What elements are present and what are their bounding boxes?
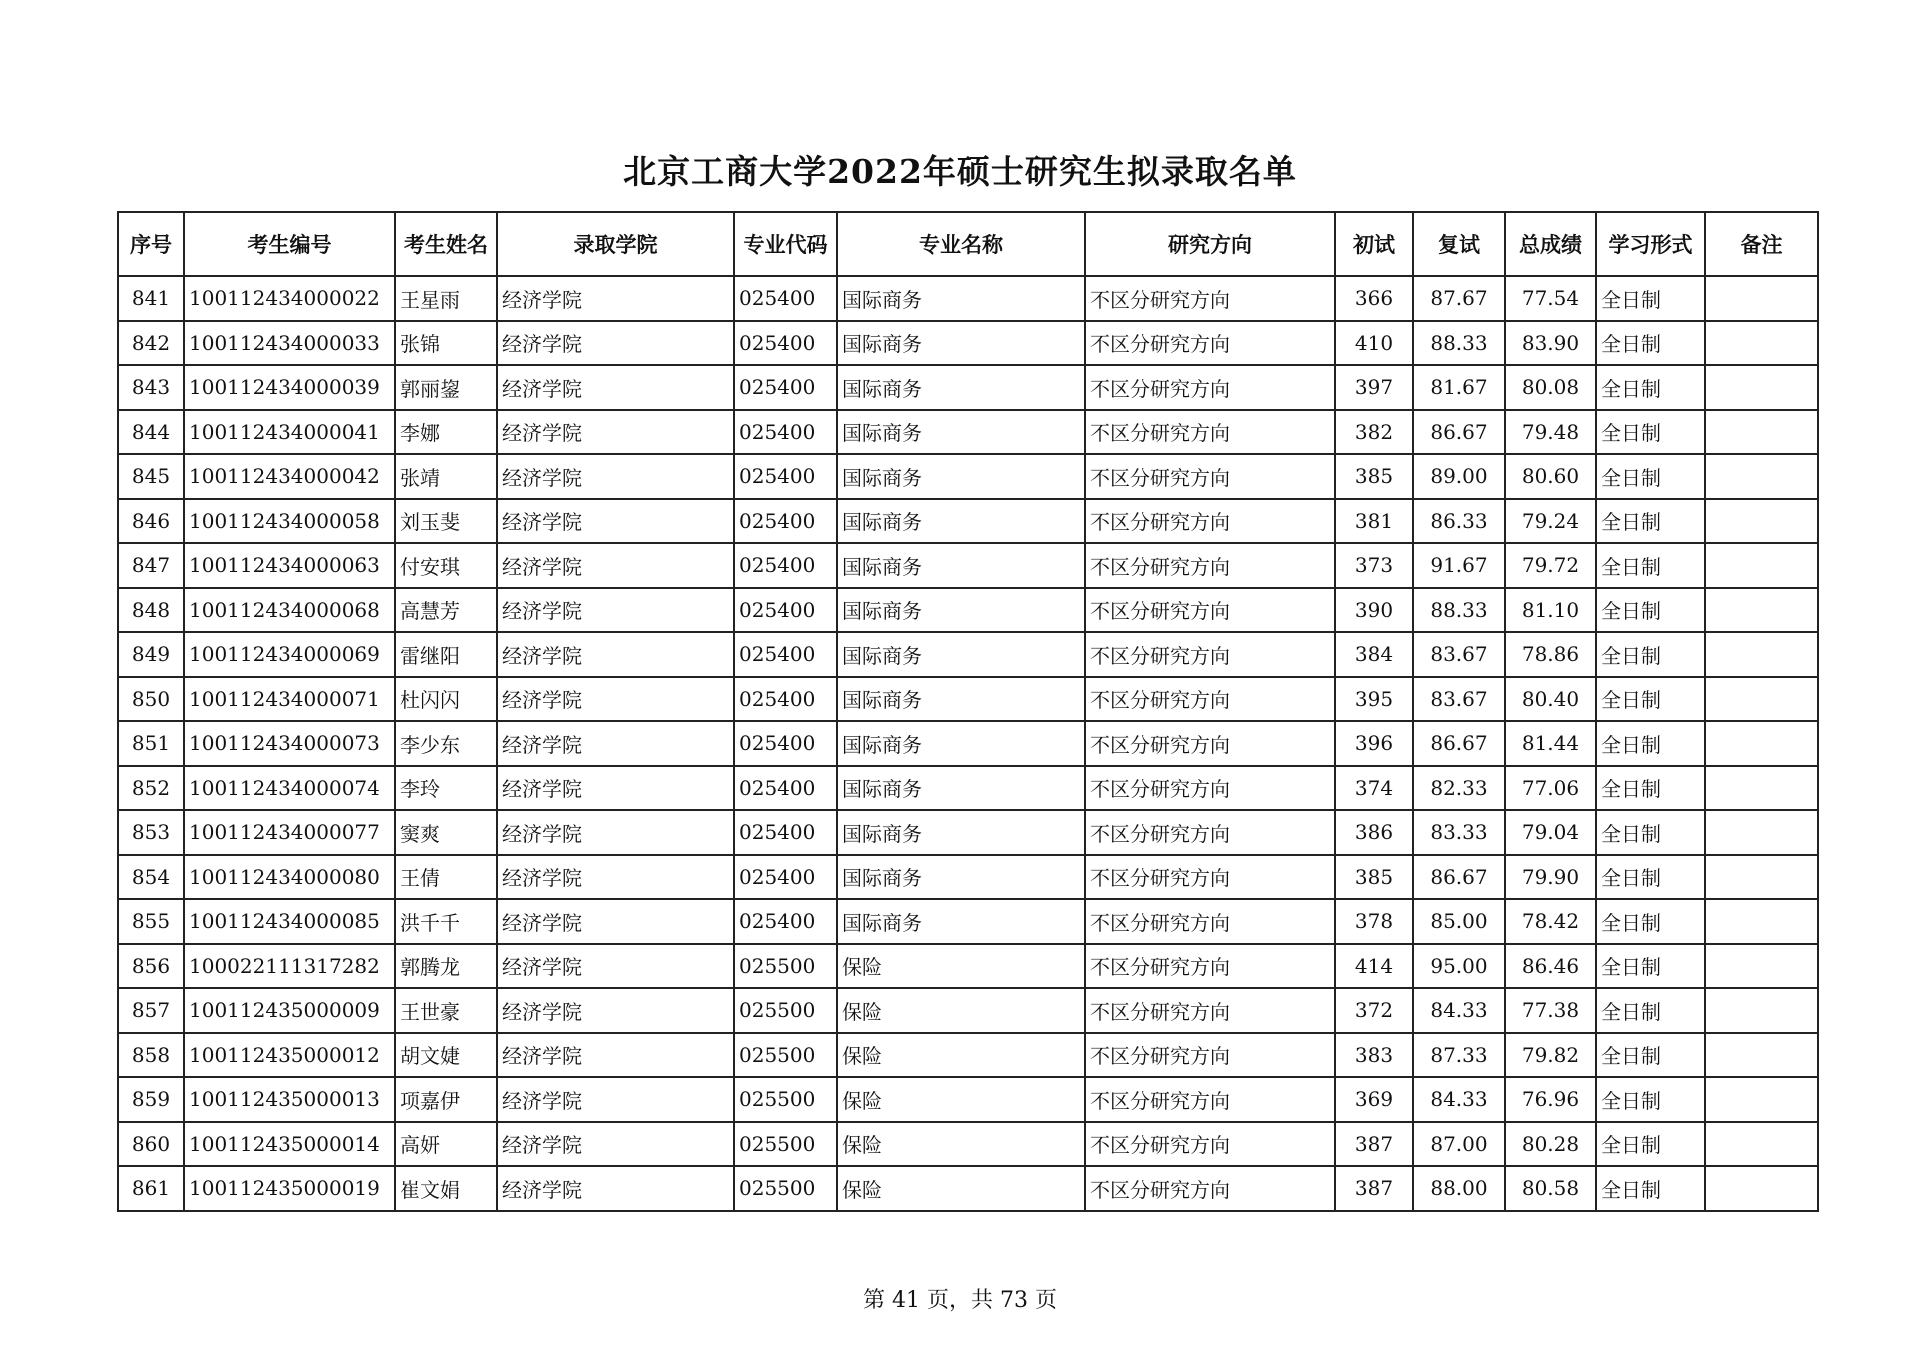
cell-direction: 不区分研究方向 (1085, 632, 1335, 677)
page-title: 北京工商大学2022年硕士研究生拟录取名单 (623, 152, 1297, 191)
cell-retest-score: 89.00 (1413, 454, 1505, 499)
cell-initial-score: 390 (1335, 588, 1413, 633)
cell-study-mode: 全日制 (1596, 899, 1705, 944)
cell-study-mode: 全日制 (1596, 588, 1705, 633)
cell-college: 经济学院 (497, 721, 734, 766)
col-header-name: 考生姓名 (395, 212, 497, 276)
col-header-initial-score: 初试 (1335, 212, 1413, 276)
cell-retest-score: 85.00 (1413, 899, 1505, 944)
cell-total-score: 77.06 (1505, 766, 1596, 811)
cell-direction: 不区分研究方向 (1085, 365, 1335, 410)
cell-study-mode: 全日制 (1596, 499, 1705, 544)
cell-study-mode: 全日制 (1596, 721, 1705, 766)
cell-major-name: 国际商务 (837, 721, 1085, 766)
cell-remarks (1705, 276, 1818, 321)
cell-remarks (1705, 499, 1818, 544)
cell-exam-id: 100112434000069 (184, 632, 395, 677)
cell-retest-score: 86.33 (1413, 499, 1505, 544)
cell-remarks (1705, 454, 1818, 499)
page-footer: 第 41 页，共 73 页 (863, 1288, 1057, 1313)
cell-study-mode: 全日制 (1596, 276, 1705, 321)
cell-study-mode: 全日制 (1596, 1166, 1705, 1211)
table-row (118, 899, 1818, 944)
cell-direction: 不区分研究方向 (1085, 321, 1335, 366)
cell-remarks (1705, 365, 1818, 410)
cell-major-code: 025500 (734, 1077, 837, 1122)
cell-total-score: 79.82 (1505, 1033, 1596, 1078)
table-row (118, 677, 1818, 722)
cell-major-name: 国际商务 (837, 365, 1085, 410)
cell-study-mode: 全日制 (1596, 321, 1705, 366)
cell-direction: 不区分研究方向 (1085, 944, 1335, 989)
cell-index: 855 (118, 899, 184, 944)
cell-college: 经济学院 (497, 855, 734, 900)
cell-direction: 不区分研究方向 (1085, 454, 1335, 499)
cell-name: 郭丽鋆 (395, 365, 497, 410)
cell-name: 王世豪 (395, 988, 497, 1033)
cell-name: 李少东 (395, 721, 497, 766)
cell-college: 经济学院 (497, 1077, 734, 1122)
cell-direction: 不区分研究方向 (1085, 677, 1335, 722)
cell-remarks (1705, 588, 1818, 633)
cell-index: 845 (118, 454, 184, 499)
cell-name: 高妍 (395, 1122, 497, 1167)
cell-index: 847 (118, 543, 184, 588)
cell-initial-score: 381 (1335, 499, 1413, 544)
cell-college: 经济学院 (497, 499, 734, 544)
cell-name: 张靖 (395, 454, 497, 499)
cell-college: 经济学院 (497, 677, 734, 722)
cell-major-code: 025500 (734, 988, 837, 1033)
cell-major-name: 保险 (837, 1122, 1085, 1167)
cell-study-mode: 全日制 (1596, 677, 1705, 722)
cell-direction: 不区分研究方向 (1085, 1077, 1335, 1122)
table-row (118, 988, 1818, 1033)
cell-major-code: 025400 (734, 365, 837, 410)
col-header-index: 序号 (118, 212, 184, 276)
cell-major-name: 保险 (837, 988, 1085, 1033)
cell-initial-score: 372 (1335, 988, 1413, 1033)
cell-study-mode: 全日制 (1596, 410, 1705, 455)
cell-total-score: 83.90 (1505, 321, 1596, 366)
cell-total-score: 80.58 (1505, 1166, 1596, 1211)
cell-major-code: 025400 (734, 543, 837, 588)
cell-direction: 不区分研究方向 (1085, 766, 1335, 811)
cell-name: 张锦 (395, 321, 497, 366)
cell-remarks (1705, 766, 1818, 811)
cell-initial-score: 385 (1335, 855, 1413, 900)
cell-remarks (1705, 721, 1818, 766)
cell-exam-id: 100112434000063 (184, 543, 395, 588)
admission-table (117, 211, 1819, 1212)
cell-index: 857 (118, 988, 184, 1033)
cell-major-name: 国际商务 (837, 499, 1085, 544)
table-row (118, 1077, 1818, 1122)
cell-total-score: 77.38 (1505, 988, 1596, 1033)
cell-major-name: 国际商务 (837, 588, 1085, 633)
cell-initial-score: 374 (1335, 766, 1413, 811)
cell-remarks (1705, 944, 1818, 989)
cell-direction: 不区分研究方向 (1085, 1033, 1335, 1078)
cell-total-score: 79.48 (1505, 410, 1596, 455)
cell-name: 杜闪闪 (395, 677, 497, 722)
cell-exam-id: 100112435000013 (184, 1077, 395, 1122)
header-row (118, 212, 1818, 276)
cell-retest-score: 86.67 (1413, 721, 1505, 766)
cell-study-mode: 全日制 (1596, 944, 1705, 989)
cell-college: 经济学院 (497, 365, 734, 410)
table-row (118, 632, 1818, 677)
cell-index: 846 (118, 499, 184, 544)
table-row (118, 1122, 1818, 1167)
cell-retest-score: 84.33 (1413, 988, 1505, 1033)
table-row (118, 276, 1818, 321)
cell-index: 861 (118, 1166, 184, 1211)
cell-college: 经济学院 (497, 988, 734, 1033)
cell-study-mode: 全日制 (1596, 632, 1705, 677)
cell-college: 经济学院 (497, 766, 734, 811)
cell-direction: 不区分研究方向 (1085, 1166, 1335, 1211)
cell-major-code: 025400 (734, 321, 837, 366)
cell-major-name: 国际商务 (837, 454, 1085, 499)
cell-retest-score: 86.67 (1413, 410, 1505, 455)
cell-total-score: 80.28 (1505, 1122, 1596, 1167)
cell-major-code: 025400 (734, 677, 837, 722)
cell-initial-score: 366 (1335, 276, 1413, 321)
cell-index: 856 (118, 944, 184, 989)
cell-study-mode: 全日制 (1596, 454, 1705, 499)
cell-direction: 不区分研究方向 (1085, 988, 1335, 1033)
cell-exam-id: 100112434000042 (184, 454, 395, 499)
cell-remarks (1705, 1166, 1818, 1211)
cell-study-mode: 全日制 (1596, 988, 1705, 1033)
cell-major-name: 保险 (837, 944, 1085, 989)
cell-name: 胡文婕 (395, 1033, 497, 1078)
cell-exam-id: 100022111317282 (184, 944, 395, 989)
cell-remarks (1705, 321, 1818, 366)
cell-retest-score: 88.33 (1413, 588, 1505, 633)
col-header-major-code: 专业代码 (734, 212, 837, 276)
cell-college: 经济学院 (497, 810, 734, 855)
cell-index: 842 (118, 321, 184, 366)
cell-total-score: 76.96 (1505, 1077, 1596, 1122)
cell-retest-score: 91.67 (1413, 543, 1505, 588)
cell-major-name: 国际商务 (837, 632, 1085, 677)
cell-major-name: 国际商务 (837, 766, 1085, 811)
cell-name: 王倩 (395, 855, 497, 900)
cell-college: 经济学院 (497, 1033, 734, 1078)
cell-total-score: 80.40 (1505, 677, 1596, 722)
cell-index: 850 (118, 677, 184, 722)
table-row (118, 766, 1818, 811)
table-row (118, 721, 1818, 766)
cell-index: 848 (118, 588, 184, 633)
cell-direction: 不区分研究方向 (1085, 410, 1335, 455)
table-row (118, 944, 1818, 989)
cell-major-name: 国际商务 (837, 543, 1085, 588)
cell-retest-score: 95.00 (1413, 944, 1505, 989)
cell-major-code: 025400 (734, 855, 837, 900)
cell-retest-score: 88.33 (1413, 321, 1505, 366)
cell-index: 851 (118, 721, 184, 766)
cell-direction: 不区分研究方向 (1085, 855, 1335, 900)
cell-remarks (1705, 543, 1818, 588)
cell-name: 李娜 (395, 410, 497, 455)
cell-exam-id: 100112434000058 (184, 499, 395, 544)
cell-name: 刘玉斐 (395, 499, 497, 544)
cell-major-name: 保险 (837, 1077, 1085, 1122)
cell-major-code: 025500 (734, 1166, 837, 1211)
cell-exam-id: 100112434000033 (184, 321, 395, 366)
col-header-direction: 研究方向 (1085, 212, 1335, 276)
cell-college: 经济学院 (497, 1166, 734, 1211)
cell-remarks (1705, 1077, 1818, 1122)
cell-retest-score: 83.67 (1413, 632, 1505, 677)
cell-initial-score: 397 (1335, 365, 1413, 410)
cell-name: 李玲 (395, 766, 497, 811)
cell-study-mode: 全日制 (1596, 1122, 1705, 1167)
cell-college: 经济学院 (497, 1122, 734, 1167)
cell-major-code: 025400 (734, 810, 837, 855)
cell-major-name: 国际商务 (837, 276, 1085, 321)
cell-index: 849 (118, 632, 184, 677)
table-row (118, 410, 1818, 455)
cell-remarks (1705, 899, 1818, 944)
cell-study-mode: 全日制 (1596, 855, 1705, 900)
cell-initial-score: 387 (1335, 1122, 1413, 1167)
cell-direction: 不区分研究方向 (1085, 810, 1335, 855)
cell-remarks (1705, 1122, 1818, 1167)
cell-college: 经济学院 (497, 321, 734, 366)
cell-major-name: 国际商务 (837, 410, 1085, 455)
cell-remarks (1705, 855, 1818, 900)
col-header-major-name: 专业名称 (837, 212, 1085, 276)
cell-retest-score: 87.67 (1413, 276, 1505, 321)
cell-exam-id: 100112435000009 (184, 988, 395, 1033)
cell-exam-id: 100112434000074 (184, 766, 395, 811)
cell-major-code: 025400 (734, 632, 837, 677)
cell-study-mode: 全日制 (1596, 543, 1705, 588)
cell-major-code: 025400 (734, 899, 837, 944)
cell-initial-score: 387 (1335, 1166, 1413, 1211)
cell-total-score: 81.10 (1505, 588, 1596, 633)
cell-initial-score: 414 (1335, 944, 1413, 989)
col-header-exam-id: 考生编号 (184, 212, 395, 276)
col-header-study-mode: 学习形式 (1596, 212, 1705, 276)
cell-exam-id: 100112434000068 (184, 588, 395, 633)
cell-direction: 不区分研究方向 (1085, 276, 1335, 321)
table-row (118, 543, 1818, 588)
cell-initial-score: 378 (1335, 899, 1413, 944)
cell-remarks (1705, 810, 1818, 855)
cell-remarks (1705, 410, 1818, 455)
cell-initial-score: 382 (1335, 410, 1413, 455)
cell-college: 经济学院 (497, 454, 734, 499)
cell-college: 经济学院 (497, 543, 734, 588)
cell-name: 窦爽 (395, 810, 497, 855)
cell-total-score: 79.72 (1505, 543, 1596, 588)
cell-major-name: 保险 (837, 1166, 1085, 1211)
cell-initial-score: 396 (1335, 721, 1413, 766)
cell-major-code: 025400 (734, 454, 837, 499)
cell-exam-id: 100112435000012 (184, 1033, 395, 1078)
cell-index: 859 (118, 1077, 184, 1122)
cell-exam-id: 100112434000041 (184, 410, 395, 455)
table-row (118, 1033, 1818, 1078)
cell-exam-id: 100112435000014 (184, 1122, 395, 1167)
cell-index: 858 (118, 1033, 184, 1078)
cell-name: 王星雨 (395, 276, 497, 321)
cell-direction: 不区分研究方向 (1085, 721, 1335, 766)
table-row (118, 810, 1818, 855)
cell-direction: 不区分研究方向 (1085, 588, 1335, 633)
cell-index: 854 (118, 855, 184, 900)
cell-exam-id: 100112435000019 (184, 1166, 395, 1211)
cell-major-name: 国际商务 (837, 855, 1085, 900)
cell-college: 经济学院 (497, 410, 734, 455)
cell-retest-score: 87.00 (1413, 1122, 1505, 1167)
cell-major-name: 国际商务 (837, 677, 1085, 722)
cell-name: 洪千千 (395, 899, 497, 944)
cell-exam-id: 100112434000077 (184, 810, 395, 855)
col-header-total-score: 总成绩 (1505, 212, 1596, 276)
cell-major-code: 025400 (734, 766, 837, 811)
cell-direction: 不区分研究方向 (1085, 899, 1335, 944)
cell-index: 843 (118, 365, 184, 410)
table-row (118, 588, 1818, 633)
cell-index: 852 (118, 766, 184, 811)
table-row (118, 454, 1818, 499)
cell-name: 付安琪 (395, 543, 497, 588)
cell-exam-id: 100112434000073 (184, 721, 395, 766)
col-header-college: 录取学院 (497, 212, 734, 276)
cell-remarks (1705, 1033, 1818, 1078)
cell-major-name: 保险 (837, 1033, 1085, 1078)
cell-retest-score: 87.33 (1413, 1033, 1505, 1078)
cell-total-score: 79.90 (1505, 855, 1596, 900)
cell-initial-score: 410 (1335, 321, 1413, 366)
cell-direction: 不区分研究方向 (1085, 1122, 1335, 1167)
cell-initial-score: 373 (1335, 543, 1413, 588)
cell-retest-score: 83.67 (1413, 677, 1505, 722)
cell-initial-score: 395 (1335, 677, 1413, 722)
cell-total-score: 79.24 (1505, 499, 1596, 544)
cell-direction: 不区分研究方向 (1085, 499, 1335, 544)
cell-initial-score: 383 (1335, 1033, 1413, 1078)
cell-retest-score: 83.33 (1413, 810, 1505, 855)
cell-major-code: 025500 (734, 1033, 837, 1078)
cell-name: 项嘉伊 (395, 1077, 497, 1122)
cell-initial-score: 384 (1335, 632, 1413, 677)
cell-major-code: 025500 (734, 944, 837, 989)
cell-direction: 不区分研究方向 (1085, 543, 1335, 588)
cell-retest-score: 88.00 (1413, 1166, 1505, 1211)
cell-remarks (1705, 677, 1818, 722)
col-header-remarks: 备注 (1705, 212, 1818, 276)
cell-study-mode: 全日制 (1596, 766, 1705, 811)
cell-total-score: 80.60 (1505, 454, 1596, 499)
table-row (118, 855, 1818, 900)
cell-retest-score: 82.33 (1413, 766, 1505, 811)
col-header-retest-score: 复试 (1413, 212, 1505, 276)
cell-major-code: 025500 (734, 1122, 837, 1167)
cell-initial-score: 385 (1335, 454, 1413, 499)
table-body (118, 276, 1818, 1211)
table-row (118, 321, 1818, 366)
cell-remarks (1705, 988, 1818, 1033)
cell-name: 高慧芳 (395, 588, 497, 633)
cell-index: 841 (118, 276, 184, 321)
cell-major-code: 025400 (734, 499, 837, 544)
cell-college: 经济学院 (497, 899, 734, 944)
cell-index: 844 (118, 410, 184, 455)
cell-index: 853 (118, 810, 184, 855)
cell-exam-id: 100112434000085 (184, 899, 395, 944)
cell-college: 经济学院 (497, 632, 734, 677)
cell-retest-score: 86.67 (1413, 855, 1505, 900)
cell-exam-id: 100112434000080 (184, 855, 395, 900)
cell-total-score: 86.46 (1505, 944, 1596, 989)
cell-major-name: 国际商务 (837, 899, 1085, 944)
cell-exam-id: 100112434000039 (184, 365, 395, 410)
cell-exam-id: 100112434000071 (184, 677, 395, 722)
cell-index: 860 (118, 1122, 184, 1167)
cell-total-score: 77.54 (1505, 276, 1596, 321)
cell-name: 崔文娟 (395, 1166, 497, 1211)
cell-total-score: 78.42 (1505, 899, 1596, 944)
cell-college: 经济学院 (497, 588, 734, 633)
cell-major-code: 025400 (734, 410, 837, 455)
cell-study-mode: 全日制 (1596, 1033, 1705, 1078)
cell-college: 经济学院 (497, 944, 734, 989)
cell-name: 雷继阳 (395, 632, 497, 677)
cell-initial-score: 369 (1335, 1077, 1413, 1122)
cell-total-score: 81.44 (1505, 721, 1596, 766)
cell-retest-score: 81.67 (1413, 365, 1505, 410)
cell-name: 郭腾龙 (395, 944, 497, 989)
cell-college: 经济学院 (497, 276, 734, 321)
cell-total-score: 78.86 (1505, 632, 1596, 677)
cell-major-name: 国际商务 (837, 810, 1085, 855)
cell-study-mode: 全日制 (1596, 1077, 1705, 1122)
cell-major-code: 025400 (734, 721, 837, 766)
table-row (118, 499, 1818, 544)
cell-study-mode: 全日制 (1596, 810, 1705, 855)
cell-retest-score: 84.33 (1413, 1077, 1505, 1122)
cell-remarks (1705, 632, 1818, 677)
cell-major-name: 国际商务 (837, 321, 1085, 366)
cell-major-code: 025400 (734, 276, 837, 321)
cell-study-mode: 全日制 (1596, 365, 1705, 410)
cell-exam-id: 100112434000022 (184, 276, 395, 321)
table-row (118, 1166, 1818, 1211)
cell-initial-score: 386 (1335, 810, 1413, 855)
cell-total-score: 79.04 (1505, 810, 1596, 855)
cell-total-score: 80.08 (1505, 365, 1596, 410)
table-row (118, 365, 1818, 410)
cell-major-code: 025400 (734, 588, 837, 633)
